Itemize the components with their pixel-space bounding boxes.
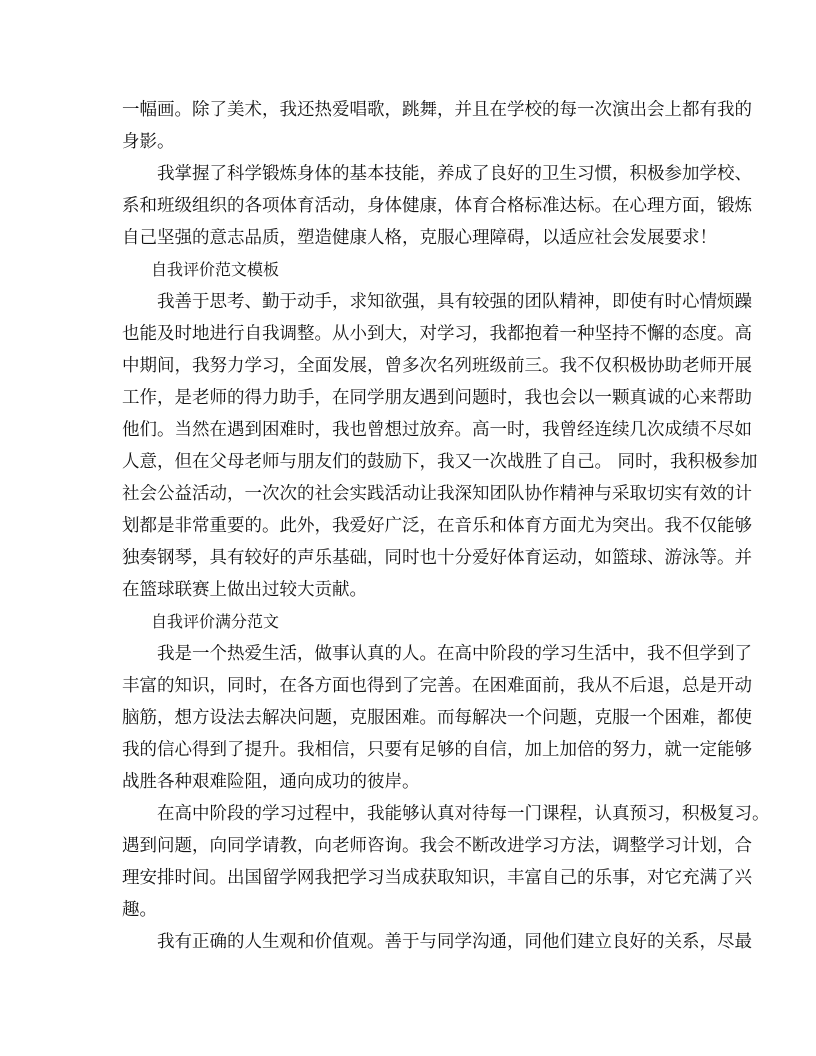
section-heading-full-score: 自我评价满分范文 bbox=[151, 612, 280, 631]
paragraph-line: 自己坚强的意志品质，塑造健康人格，克服心理障碍，以适应社会发展要求！ bbox=[122, 228, 717, 248]
document-page bbox=[122, 94, 770, 958]
paragraph-line: 我善于思考、勤于动手，求知欲强，具有较强的团队精神，即使有时心情烦躁 bbox=[157, 292, 752, 312]
paragraph-line: 一幅画。除了美术，我还热爱唱歌，跳舞，并且在学校的每一次演出会上都有我的 bbox=[122, 100, 752, 120]
paragraph-line: 他们。当然在遇到困难时，我也曾想过放弃。高一时，我曾经连续几次成绩不尽如 bbox=[122, 420, 752, 440]
paragraph-line: 我有正确的人生观和价值观。善于与同学沟通，同他们建立良好的关系，尽最 bbox=[157, 932, 752, 952]
paragraph-line: 在篮球联赛上做出过较大贡献。 bbox=[122, 580, 367, 600]
paragraph-line: 在高中阶段的学习过程中，我能够认真对待每一门课程，认真预习，积极复习。 bbox=[157, 804, 770, 824]
paragraph-line: 也能及时地进行自我调整。从小到大，对学习，我都抱着一种坚持不懈的态度。高 bbox=[122, 324, 752, 344]
paragraph-line: 身影。 bbox=[122, 132, 175, 152]
paragraph-line: 理安排时间。出国留学网我把学习当成获取知识，丰富自己的乐事，对它充满了兴 bbox=[122, 868, 752, 888]
paragraph-line: 遇到问题，向同学请教，向老师咨询。我会不断改进学习方法，调整学习计划，合 bbox=[122, 836, 752, 856]
paragraph-line: 系和班级组织的各项体育活动，身体健康，体育合格标准达标。在心理方面，锻炼 bbox=[122, 196, 752, 216]
paragraph-line: 脑筋，想方设法去解决问题，克服困难。而每解决一个问题，克服一个困难，都使 bbox=[122, 708, 752, 728]
paragraph-line: 中期间，我努力学习，全面发展，曾多次名列班级前三。我不仅积极协助老师开展 bbox=[122, 356, 752, 376]
paragraph-line: 我的信心得到了提升。我相信，只要有足够的自信，加上加倍的努力，就一定能够 bbox=[122, 740, 752, 760]
paragraph-line: 趣。 bbox=[122, 900, 157, 920]
paragraph-line: 丰富的知识，同时，在各方面也得到了完善。在困难面前，我从不后退，总是开动 bbox=[122, 676, 752, 696]
paragraph-line: 我是一个热爱生活，做事认真的人。在高中阶段的学习生活中，我不但学到了 bbox=[157, 644, 752, 664]
paragraph-line: 社会公益活动，一次次的社会实践活动让我深知团队协作精神与采取切实有效的计 bbox=[122, 484, 752, 504]
paragraph-line: 战胜各种艰难险阻，通向成功的彼岸。 bbox=[122, 772, 420, 792]
paragraph-line: 人意，但在父母老师与朋友们的鼓励下，我又一次战胜了自己。 同时，我积极参加 bbox=[122, 452, 758, 472]
section-heading-template: 自我评价范文模板 bbox=[151, 260, 280, 279]
paragraph-line: 独奏钢琴，具有较好的声乐基础，同时也十分爱好体育运动，如篮球、游泳等。并 bbox=[122, 548, 752, 568]
paragraph-line: 划都是非常重要的。此外，我爱好广泛，在音乐和体育方面尤为突出。我不仅能够 bbox=[122, 516, 752, 536]
paragraph-line: 我掌握了科学锻炼身体的基本技能，养成了良好的卫生习惯，积极参加学校、 bbox=[157, 164, 752, 184]
paragraph-line: 工作，是老师的得力助手，在同学朋友遇到问题时，我也会以一颗真诚的心来帮助 bbox=[122, 388, 752, 408]
